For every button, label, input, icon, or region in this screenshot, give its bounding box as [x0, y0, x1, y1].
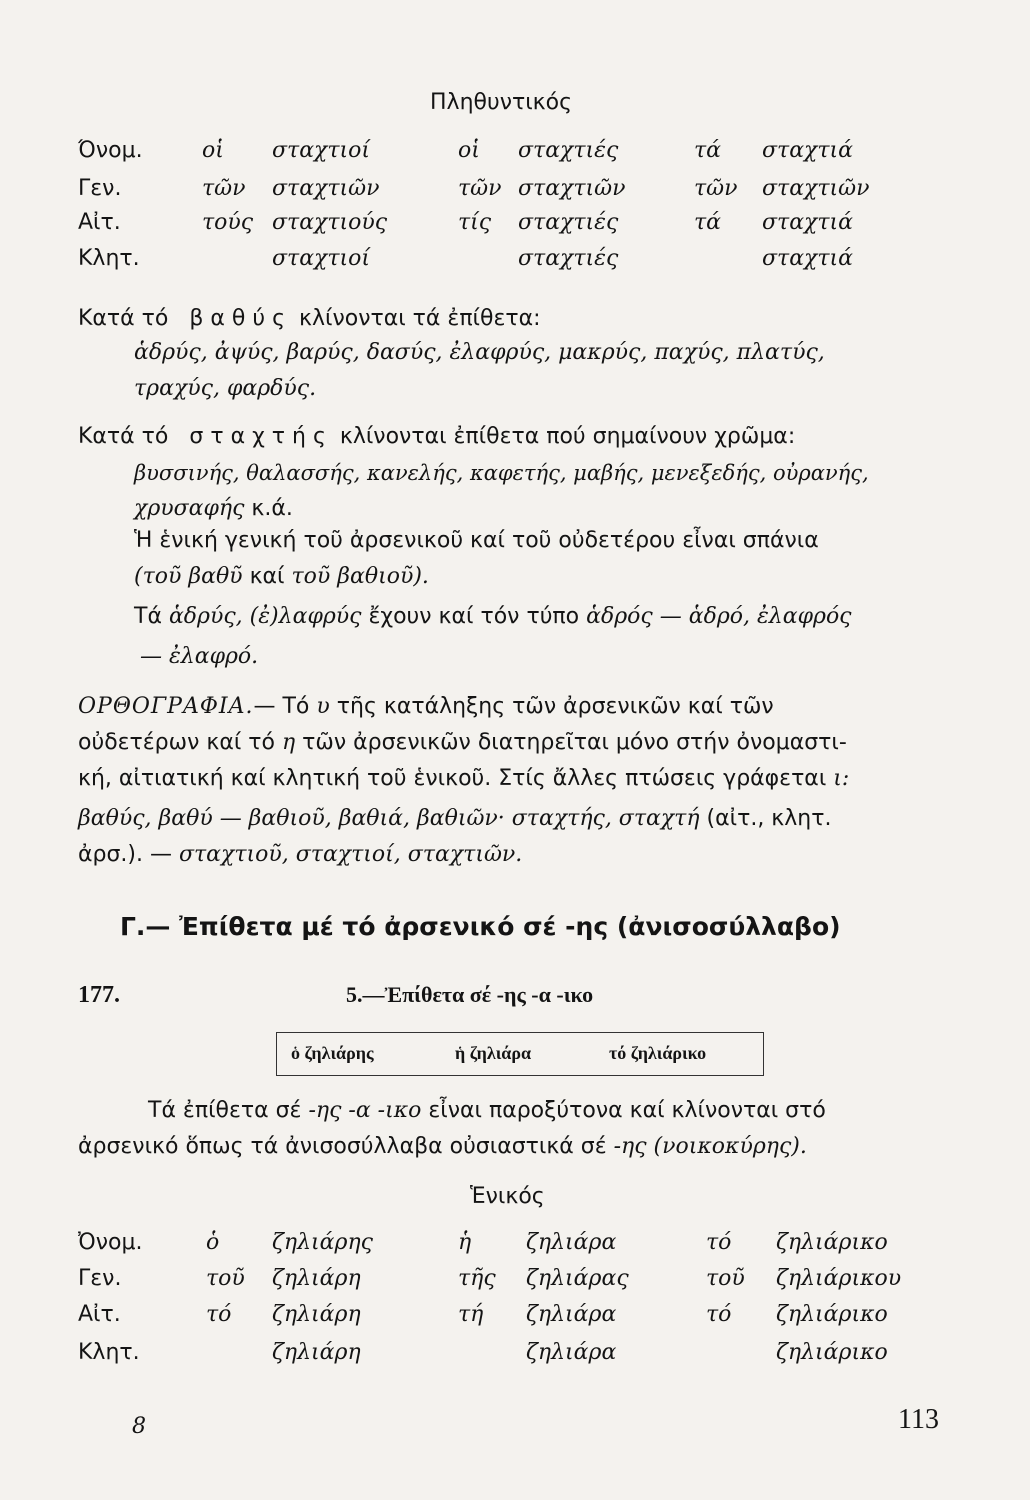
paragraph-number: 177.	[78, 982, 120, 1008]
keyword-bathys: βαθύς	[189, 306, 293, 331]
signature-mark: 8	[132, 1414, 146, 1439]
table-row: Γεν. τοῦ ζηλιάρη τῆς ζηλιάρας τοῦ ζηλιάρικου	[78, 1266, 902, 1291]
case-label: Ὀνομ.	[78, 1230, 143, 1255]
subheading: 5.—Ἐπίθετα σέ -ης -α -ικο	[346, 982, 594, 1007]
table-row: Γεν. τῶν σταχτιῶν τῶν σταχτιῶν τῶν σταχτιῶν	[78, 176, 870, 201]
case-label: Γεν.	[78, 1266, 122, 1291]
case-label: Γεν.	[78, 176, 122, 201]
case-label: Αἰτ.	[78, 1302, 121, 1327]
singular-heading: Ἑνικός	[470, 1184, 545, 1209]
plural-heading: Πληθυντικός	[430, 90, 573, 115]
case-label: Κλητ.	[78, 246, 140, 271]
orthografia-label: ΟΡΘΟΓΡΑΦΙΑ.	[78, 694, 254, 719]
page-number: 113	[898, 1404, 939, 1435]
table-row: Αἰτ. τό ζηλιάρη τή ζηλιάρα τό ζηλιάρικο	[78, 1302, 888, 1327]
table-row: Κλητ. ζηλιάρη ζηλιάρα ζηλιάρικο	[78, 1340, 888, 1365]
table-row: Αἰτ. τούς σταχτιούς τίς σταχτιές τά σταχτιά	[78, 210, 854, 235]
table-row: Κλητ. σταχτιοί σταχτιές σταχτιά	[78, 246, 854, 271]
example-box: ὁ ζηλιάρης ἡ ζηλιάρα τό ζηλιάρικο	[276, 1032, 764, 1076]
section-heading: Γ.— Ἐπίθετα μέ τό ἀρσενικό σέ -ης (ἀνισοσύλλαβο)	[120, 912, 841, 941]
case-label: Κλητ.	[78, 1340, 140, 1365]
book-page: Πληθυντικός Όνομ. οἱ σταχτιοί οἱ σταχτιές τά σταχτιά Γεν. τῶν σταχτιῶν τῶν σταχτιῶν τῶν σταχτιῶν Αἰτ. τούς σταχτιούς τίς σταχτιές τά σταχτιά Κλητ. σταχτιοί σταχτιές σταχτιά Κατά τό βαθύς κλίνονται τά ἐπίθετα: ἁδρύς, ἀψύς, βαρύς, δασύς, ἐλαφρύς, μακρύς, παχύς, πλατύς, τραχύς, φαρδύς. Κατά τό σταχτής κλίνονται ἐπίθετα πού σημαίνουν χρῶμα: βυσσινής, θαλασσής, κανελής, καφετής, μαβής, μενεξεδής, οὐρανής, χρυσαφής κ.ά. Ἡ ἑνική γενική τοῦ ἀρσενικοῦ καί τοῦ οὐδετέρου εἶναι σπάνια (τοῦ βαθῦ καί τοῦ βαθιοῦ). Τά ἁδρύς, (ἐ)λαφρύς ἔχουν καί τόν τύπο ἁδρός — ἁδρό, ἐλαφρός — ἐλαφρό. ΟΡΘΟΓΡΑΦΙΑ.— Τό υ τῆς κατάληξης τῶν ἀρσενικῶν καί τῶν οὐδετέρων καί τό η τῶν ἀρσενικῶν διατηρεῖται μόνο στήν ὀνομαστι- κή, αἰτιατική καί κλητική τοῦ ἑνικοῦ. Στίς ἄλλες πτώσεις γράφεται ι: βαθύς, βαθύ — βαθιοῦ, βαθιά, βαθιῶν· σταχτής, σταχτή (αἰτ., κλητ. ἀρσ.). — σταχτιοῦ, σταχτιοί, σταχτιῶν. Γ.— Ἐπίθετα μέ τό ἀρσενικό σέ -ης (ἀνισοσύλλαβο) 177. 5.—Ἐπίθετα σέ -ης -α -ικο ὁ ζηλιάρης ἡ ζηλιάρα τό ζηλιάρικο Τά ἐπίθετα σέ -ης -α -ικο εἶναι παροξύτονα καί κλίνονται στό ἀρσενικό ὅπως τά ἀνισοσύλλαβα οὐσιαστικά σέ -ης (νοικοκύρης). Ἑνικός Ὀνομ. ὁ ζηλιάρης ἡ ζηλιάρα τό ζηλιάρικο Γεν. τοῦ ζηλιάρη τῆς ζηλιάρας τοῦ ζηλιάρικου Αἰτ. τό ζηλιάρη τή ζηλιάρα τό ζηλιάρικο Κλητ. ζηλιάρη ζηλιάρα ζηλιάρικο 8 113	[0, 0, 1030, 1500]
case-label: Αἰτ.	[78, 210, 121, 235]
table-row: Όνομ. οἱ σταχτιοί οἱ σταχτιές τά σταχτιά	[78, 138, 854, 163]
keyword-stachtis: σταχτής	[189, 424, 333, 449]
table-row: Ὀνομ. ὁ ζηλιάρης ἡ ζηλιάρα τό ζηλιάρικο	[78, 1230, 888, 1255]
case-label: Όνομ.	[78, 138, 143, 163]
